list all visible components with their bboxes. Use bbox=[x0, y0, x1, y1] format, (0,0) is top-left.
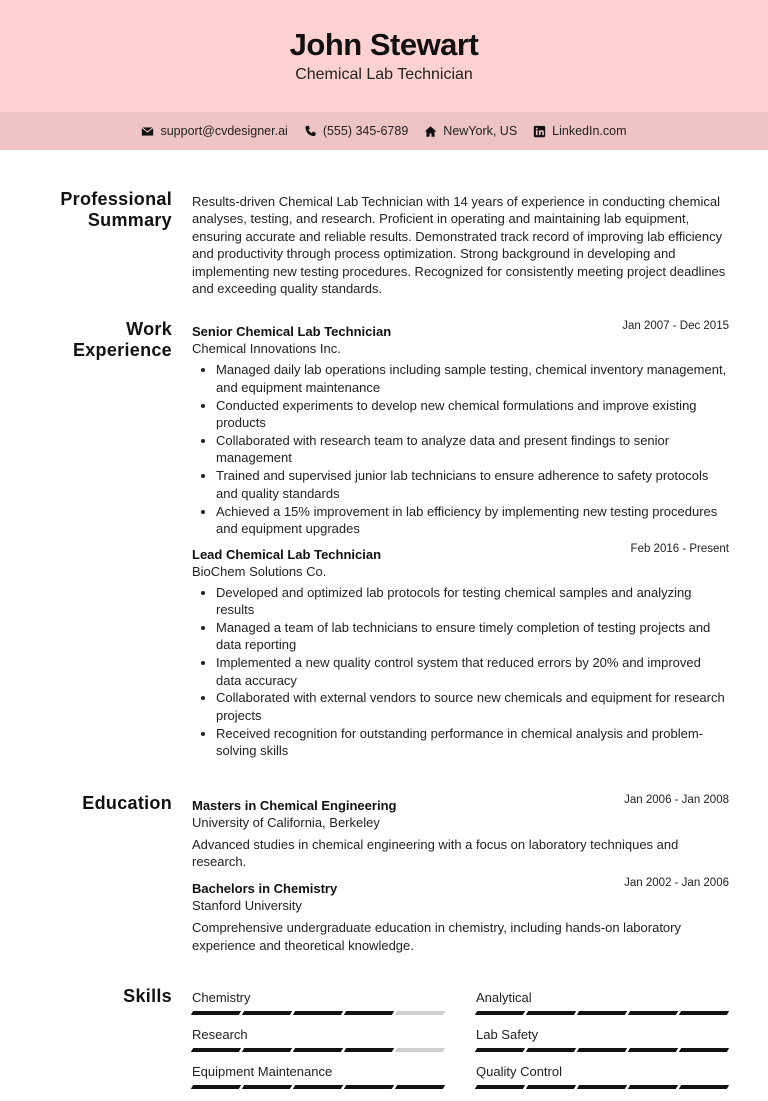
skill-level-segment bbox=[577, 1085, 627, 1089]
job-company: Chemical Innovations Inc. bbox=[192, 341, 341, 357]
contact-phone[interactable] bbox=[304, 124, 408, 138]
skill-item bbox=[192, 990, 445, 1027]
skill-level-segment bbox=[475, 1011, 525, 1015]
job-dates: Jan 2007 - Dec 2015 bbox=[622, 320, 729, 333]
skill-level-segment bbox=[242, 1085, 292, 1089]
job-company: BioChem Solutions Co. bbox=[192, 563, 327, 579]
education-school: Stanford University bbox=[192, 898, 302, 914]
skill-item bbox=[476, 990, 729, 1027]
skill-name: Quality Control bbox=[476, 1064, 562, 1080]
skill-name: Lab Safety bbox=[476, 1027, 539, 1043]
summary-label: Professional Summary bbox=[60, 189, 172, 230]
skills-section bbox=[123, 986, 729, 1101]
job-bullet: • Collaborated with research team to analyze data and present findings to senior management bbox=[216, 432, 729, 467]
skill-level-bar bbox=[192, 1085, 445, 1089]
contact-phone-text: (555) 345-6789 bbox=[322, 124, 409, 138]
skill-level-segment bbox=[577, 1048, 627, 1052]
skill-level-bar bbox=[476, 1048, 729, 1052]
job-bullet: • Implemented a new quality control system that reduced errors by 20% and improved data accuracy bbox=[216, 654, 729, 689]
job-bullet: • Achieved a 15% improvement in lab efficiency by implementing new testing procedures and equipment upgrades bbox=[216, 503, 729, 538]
education-degree: Masters in Chemical Engineering bbox=[192, 797, 397, 813]
skill-level-segment bbox=[679, 1085, 729, 1089]
skill-level-bar bbox=[192, 1011, 445, 1015]
contact-email[interactable] bbox=[141, 124, 287, 138]
job-bullet: • Conducted experiments to develop new chemical formulations and improve existing products bbox=[216, 397, 729, 432]
summary-text: Results-driven Chemical Lab Technician with 14 years of experience in conducting chemical analyses, testing, and research. Proficient in operating and maintaining lab equipment, ensuring accurate and reliable results. Demonstrated track record of improving lab efficiency and productivity through process optimization. Strong background in developing and implementing new testing procedures. Recognized for consistently meeting project deadlines and exceeding quality standards. bbox=[192, 194, 726, 297]
contact-bar bbox=[0, 112, 768, 150]
job-bullet: • Managed daily lab operations including sample testing, chemical inventory management, and equipment maintenance bbox=[216, 361, 729, 396]
skill-level-segment bbox=[475, 1048, 525, 1052]
summary-section bbox=[60, 189, 729, 297]
skill-item bbox=[476, 1027, 729, 1064]
skill-level-segment bbox=[191, 1048, 241, 1052]
job-bullet: • Received recognition for outstanding performance in chemical analysis and problem-solving skills bbox=[216, 725, 729, 760]
education-entry bbox=[192, 793, 729, 871]
education-school: University of California, Berkeley bbox=[192, 814, 380, 830]
education-label: Education bbox=[82, 792, 172, 813]
skill-item bbox=[192, 1064, 445, 1101]
skill-level-bar bbox=[476, 1011, 729, 1015]
skill-name: Research bbox=[192, 1027, 248, 1043]
job-entry bbox=[192, 320, 729, 537]
skill-name: Chemistry bbox=[192, 990, 251, 1006]
linkedin-icon bbox=[533, 125, 546, 138]
job-bullet: • Collaborated with external vendors to source new chemicals and equipment for research projects bbox=[216, 689, 729, 724]
job-title: Lead Chemical Lab Technician bbox=[192, 546, 382, 562]
skill-level-segment bbox=[191, 1011, 241, 1015]
skill-item bbox=[476, 1064, 729, 1101]
skill-level-segment bbox=[344, 1011, 394, 1015]
skill-item bbox=[192, 1027, 445, 1064]
envelope-icon bbox=[141, 125, 154, 138]
phone-icon bbox=[304, 125, 317, 138]
job-bullets bbox=[192, 584, 729, 760]
skill-level-segment bbox=[679, 1011, 729, 1015]
skill-level-bar bbox=[476, 1085, 729, 1089]
skill-level-segment bbox=[293, 1048, 343, 1052]
skill-level-segment bbox=[191, 1085, 241, 1089]
skill-level-segment bbox=[344, 1048, 394, 1052]
job-entry bbox=[192, 542, 729, 760]
job-bullet: • Trained and supervised junior lab technicians to ensure adherence to safety protocols and quality standards bbox=[216, 467, 729, 502]
experience-label: Work Experience bbox=[72, 319, 172, 361]
skill-level-segment bbox=[293, 1011, 343, 1015]
skill-name: Analytical bbox=[476, 990, 532, 1006]
skill-level-segment bbox=[395, 1011, 445, 1015]
education-section bbox=[82, 792, 729, 955]
skill-level-segment bbox=[526, 1085, 576, 1089]
skill-level-segment bbox=[395, 1048, 445, 1052]
education-dates: Jan 2006 - Jan 2008 bbox=[624, 793, 729, 806]
skill-level-segment bbox=[628, 1085, 678, 1089]
education-desc: Comprehensive undergraduate education in chemistry, including hands-on laboratory experience and theoretical knowledge. bbox=[192, 920, 681, 953]
job-bullet: • Developed and optimized lab protocols for testing chemical samples and analyzing results bbox=[216, 584, 729, 619]
skill-level-segment bbox=[628, 1011, 678, 1015]
resume-header bbox=[0, 0, 768, 112]
skill-level-bar bbox=[192, 1048, 445, 1052]
skill-name: Equipment Maintenance bbox=[192, 1064, 333, 1080]
skill-level-segment bbox=[679, 1048, 729, 1052]
home-icon bbox=[424, 125, 437, 138]
job-dates: Feb 2016 - Present bbox=[630, 542, 729, 555]
contact-linkedin[interactable] bbox=[533, 124, 626, 138]
experience-section bbox=[72, 319, 729, 759]
skill-level-segment bbox=[526, 1048, 576, 1052]
skills-grid bbox=[192, 990, 729, 1101]
skill-level-segment bbox=[293, 1085, 343, 1089]
job-bullets bbox=[192, 361, 729, 537]
education-entry bbox=[192, 877, 729, 954]
candidate-name: John Stewart bbox=[289, 27, 479, 62]
skill-level-segment bbox=[628, 1048, 678, 1052]
skill-level-segment bbox=[395, 1085, 445, 1089]
education-desc: Advanced studies in chemical engineering with a focus on laboratory techniques and research. bbox=[192, 836, 679, 869]
skill-level-segment bbox=[242, 1048, 292, 1052]
contact-location-text: NewYork, US bbox=[443, 124, 518, 138]
contact-linkedin-text: LinkedIn.com bbox=[552, 124, 627, 138]
education-dates: Jan 2002 - Jan 2006 bbox=[624, 877, 729, 890]
contact-location bbox=[424, 124, 517, 138]
education-degree: Bachelors in Chemistry bbox=[192, 881, 338, 897]
job-title: Senior Chemical Lab Technician bbox=[192, 324, 392, 340]
skills-label: Skills bbox=[123, 986, 172, 1007]
skill-level-segment bbox=[526, 1011, 576, 1015]
job-bullet: • Managed a team of lab technicians to ensure timely completion of testing projects and data reporting bbox=[216, 619, 729, 654]
contact-email-text: support@cvdesigner.ai bbox=[160, 124, 288, 138]
skill-level-segment bbox=[344, 1085, 394, 1089]
skill-level-segment bbox=[475, 1085, 525, 1089]
skill-level-segment bbox=[577, 1011, 627, 1015]
candidate-title: Chemical Lab Technician bbox=[295, 66, 473, 83]
skill-level-segment bbox=[242, 1011, 292, 1015]
